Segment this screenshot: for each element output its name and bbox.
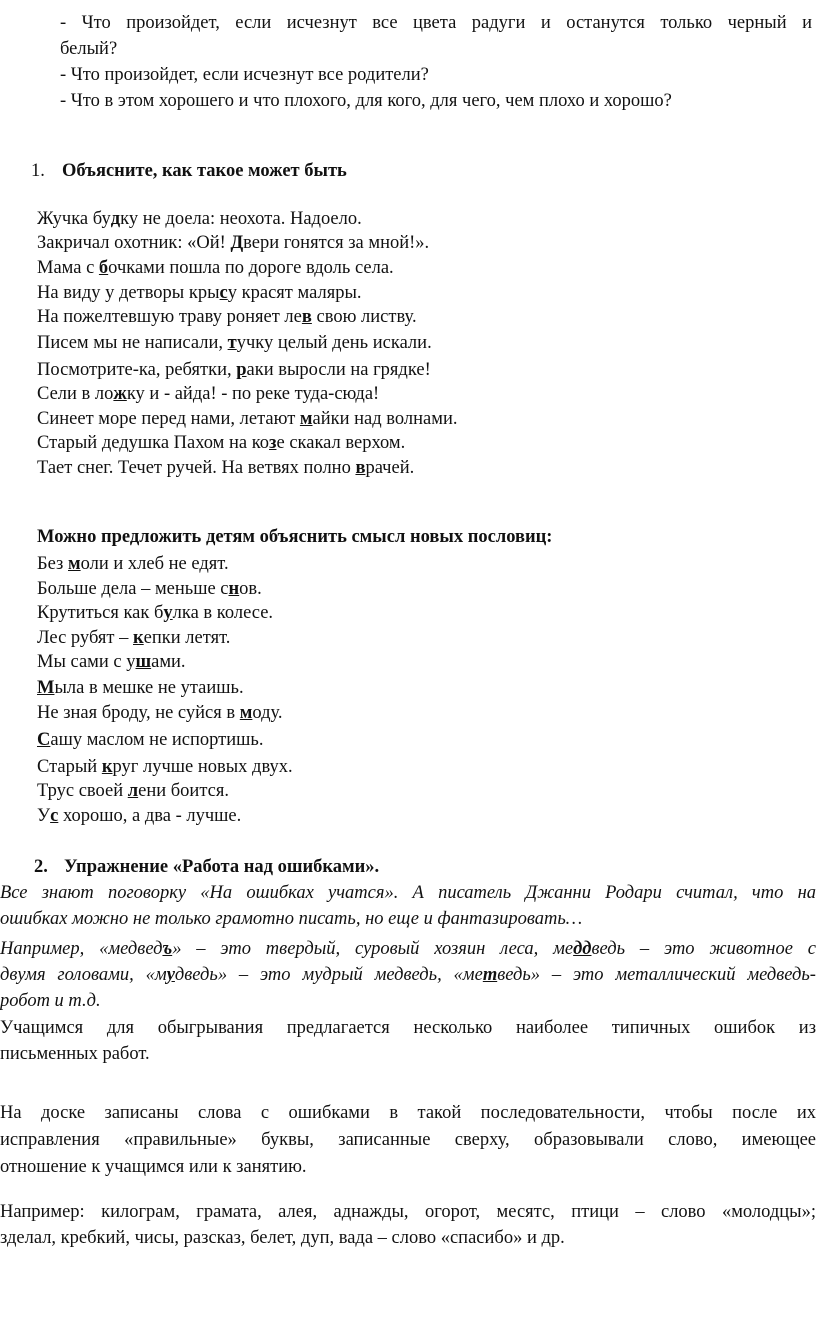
text-segment: Больше дела – меньше с bbox=[37, 579, 229, 599]
paragraph-line bbox=[0, 1229, 565, 1248]
text-segment: Посмотрите-ка, ребятки, bbox=[37, 360, 237, 380]
proverb-line bbox=[37, 604, 273, 623]
underlined-letter: Д bbox=[230, 233, 244, 253]
text-segment: робот и т.д. bbox=[0, 991, 101, 1011]
text-segment: вери гонятся за мной!». bbox=[243, 233, 430, 253]
underlined-letter: б bbox=[98, 258, 109, 278]
underlined-letter: т bbox=[227, 333, 237, 353]
poem-line bbox=[37, 434, 405, 453]
text-segment: свою листву. bbox=[311, 307, 417, 327]
text-segment: Сели в ло bbox=[37, 384, 114, 404]
underlined-letter: с bbox=[219, 283, 228, 303]
text-segment: руг лучше новых двух. bbox=[112, 757, 293, 777]
poem-line bbox=[37, 410, 457, 429]
underlined-letter: М bbox=[37, 678, 55, 698]
italic-paragraph-line bbox=[0, 884, 816, 903]
text-segment: епки летят. bbox=[143, 628, 231, 648]
text-segment: очками пошла по дороге вдоль села. bbox=[108, 258, 394, 278]
poem-line bbox=[37, 308, 417, 327]
text-segment: Писем мы не написали, bbox=[37, 333, 228, 353]
underlined-letter: м bbox=[299, 409, 313, 429]
underlined-letter: С bbox=[37, 730, 51, 750]
poem-line bbox=[37, 210, 362, 229]
section-title: Упражнение «Работа над ошибками». bbox=[64, 857, 380, 877]
text-segment: - Что в этом хорошего и что плохого, для кого, для чего, чем плохо и хорошо? bbox=[60, 91, 672, 111]
underlined-letter: в bbox=[301, 307, 312, 327]
paragraph-line bbox=[0, 1158, 307, 1177]
text-segment: » – это твердый, суровый хозяин леса, ме bbox=[172, 939, 574, 959]
text-segment: рачей. bbox=[365, 458, 415, 478]
text-segment: На виду у детворы кры bbox=[37, 283, 220, 303]
poem-line bbox=[37, 284, 362, 303]
paragraph-line bbox=[0, 1104, 816, 1123]
text-segment: дведь» – это мудрый медведь, «ме bbox=[174, 965, 483, 985]
text-segment: ку и - айда! - по реке туда-сюда! bbox=[126, 384, 380, 404]
text-segment: у красят маляры. bbox=[227, 283, 362, 303]
text-segment: Все знают поговорку «На ошибках учатся». А писатель Джанни Родари считал, что на bbox=[0, 883, 816, 903]
section-number: 1. bbox=[31, 161, 45, 181]
proverb-line bbox=[37, 704, 283, 723]
underlined-letter: р bbox=[236, 360, 247, 380]
text-segment: Лес рубят – bbox=[37, 628, 133, 648]
underlined-letter: с bbox=[50, 806, 59, 826]
italic-paragraph-line bbox=[0, 940, 816, 959]
text-segment: хорошо, а два - лучше. bbox=[58, 806, 242, 826]
underlined-letter: в bbox=[355, 458, 366, 478]
underlined-letter: дд bbox=[573, 939, 592, 959]
text-segment: Закричал охотник: «Ой! bbox=[37, 233, 231, 253]
text-segment: Трус своей bbox=[37, 781, 128, 801]
question-line bbox=[60, 92, 672, 111]
poem-line bbox=[37, 459, 414, 478]
text-segment: На доске записаны слова с ошибками в такой последовательности, чтобы после их bbox=[0, 1103, 816, 1123]
poem-line bbox=[37, 361, 431, 380]
text-segment: Например: килограм, грамата, алея, аднажды, огорот, месятс, птици – слово «молодцы»; bbox=[0, 1202, 816, 1222]
text-segment: ведь – это животное с bbox=[591, 939, 816, 959]
text-segment: Старый дедушка Пахом на ко bbox=[37, 433, 270, 453]
text-segment: Например, «медвед bbox=[0, 939, 163, 959]
text-segment: У bbox=[37, 806, 51, 826]
text-segment: ыла в мешке не утаишь. bbox=[54, 678, 244, 698]
underlined-letter: к bbox=[101, 757, 113, 777]
text-segment: ов. bbox=[239, 579, 262, 599]
text-segment: Без bbox=[37, 554, 68, 574]
text-segment: - Что произойдет, если исчезнут все родители? bbox=[60, 65, 429, 85]
text-segment: зделал, кребкий, чисы, разсказ, белет, дуп, вада – слово «спасибо» и др. bbox=[0, 1228, 565, 1248]
poem-line bbox=[37, 259, 394, 278]
proverb-line bbox=[37, 782, 229, 801]
text-segment: Жучка бу bbox=[37, 209, 111, 229]
proverb-line bbox=[37, 555, 229, 574]
text-segment: Мы сами с у bbox=[37, 652, 136, 672]
underlined-letter: у bbox=[163, 603, 173, 623]
underlined-letter: ш bbox=[135, 652, 152, 672]
underlined-letter: м bbox=[68, 554, 81, 574]
proverb-line bbox=[37, 580, 262, 599]
poem-line bbox=[37, 385, 379, 404]
text-segment: е скакал верхом. bbox=[276, 433, 406, 453]
text-segment: Крутиться как б bbox=[37, 603, 164, 623]
text-segment: Учащимся для обыгрывания предлагается несколько наиболее типичных ошибок из bbox=[0, 1018, 816, 1038]
italic-paragraph-line bbox=[0, 992, 101, 1011]
text-segment: ени боится. bbox=[138, 781, 229, 801]
text-segment: исправления «правильные» буквы, записанные сверху, образовывали слово, имеющее bbox=[0, 1130, 816, 1150]
section-number: 2. bbox=[34, 857, 48, 877]
underlined-letter: т bbox=[482, 965, 498, 985]
underlined-letter: л bbox=[127, 781, 139, 801]
underlined-letter: м bbox=[239, 703, 253, 723]
text-segment: На пожелтевшую траву роняет ле bbox=[37, 307, 302, 327]
text-segment: айки над волнами. bbox=[312, 409, 458, 429]
underlined-letter: ъ bbox=[162, 939, 173, 959]
italic-paragraph-line bbox=[0, 910, 582, 929]
text-segment: ку не доела: неохота. Надоело. bbox=[120, 209, 362, 229]
text-segment: Тает снег. Течет ручей. На ветвях полно bbox=[37, 458, 356, 478]
question-line bbox=[60, 66, 429, 85]
underlined-letter: у bbox=[166, 965, 175, 985]
underlined-letter: з bbox=[269, 433, 277, 453]
text-segment: отношение к учащимся или к занятию. bbox=[0, 1157, 307, 1177]
underlined-letter: д bbox=[110, 209, 121, 229]
text-segment: ведь» – это металлический медведь- bbox=[497, 965, 816, 985]
text-segment: двумя головами, «м bbox=[0, 965, 167, 985]
underlined-letter: к bbox=[133, 628, 144, 648]
proverb-line bbox=[37, 807, 241, 826]
text-segment: белый? bbox=[60, 39, 118, 59]
text-segment: ами. bbox=[151, 652, 186, 672]
proverbs-heading: Можно предложить детям объяснить смысл новых пословиц: bbox=[37, 527, 553, 547]
text-segment: - Что произойдет, если исчезнут все цвета радуги и останутся только черный и bbox=[60, 13, 812, 33]
text-segment: письменных работ. bbox=[0, 1044, 150, 1064]
text-segment: Синеет море перед нами, летают bbox=[37, 409, 300, 429]
paragraph-line bbox=[0, 1045, 150, 1064]
question-line bbox=[60, 40, 117, 59]
underlined-letter: ж bbox=[113, 384, 127, 404]
text-segment: аки выросли на грядке! bbox=[246, 360, 431, 380]
text-segment: Не зная броду, не суйся в bbox=[37, 703, 240, 723]
text-segment: учку целый день искали. bbox=[236, 333, 432, 353]
question-line bbox=[60, 14, 812, 33]
text-segment: оду. bbox=[252, 703, 283, 723]
paragraph-line bbox=[0, 1019, 816, 1038]
proverb-line bbox=[37, 653, 186, 672]
text-segment: Старый bbox=[37, 757, 102, 777]
text-segment: Мама с bbox=[37, 258, 99, 278]
text-segment: лка в колесе. bbox=[172, 603, 274, 623]
proverb-line bbox=[37, 629, 230, 648]
paragraph-line bbox=[0, 1131, 816, 1150]
poem-line bbox=[37, 234, 429, 253]
proverb-line bbox=[37, 679, 244, 698]
paragraph-line bbox=[0, 1203, 816, 1222]
italic-paragraph-line bbox=[0, 966, 816, 985]
text-segment: ашу маслом не испортишь. bbox=[50, 730, 264, 750]
poem-line bbox=[37, 334, 432, 353]
text-segment: ошибках можно не только грамотно писать, но еще и фантазировать… bbox=[0, 909, 583, 929]
text-segment: оли и хлеб не едят. bbox=[80, 554, 229, 574]
underlined-letter: н bbox=[228, 579, 240, 599]
section-title: Объясните, как такое может быть bbox=[62, 161, 347, 181]
proverb-line bbox=[37, 758, 293, 777]
proverb-line bbox=[37, 731, 263, 750]
